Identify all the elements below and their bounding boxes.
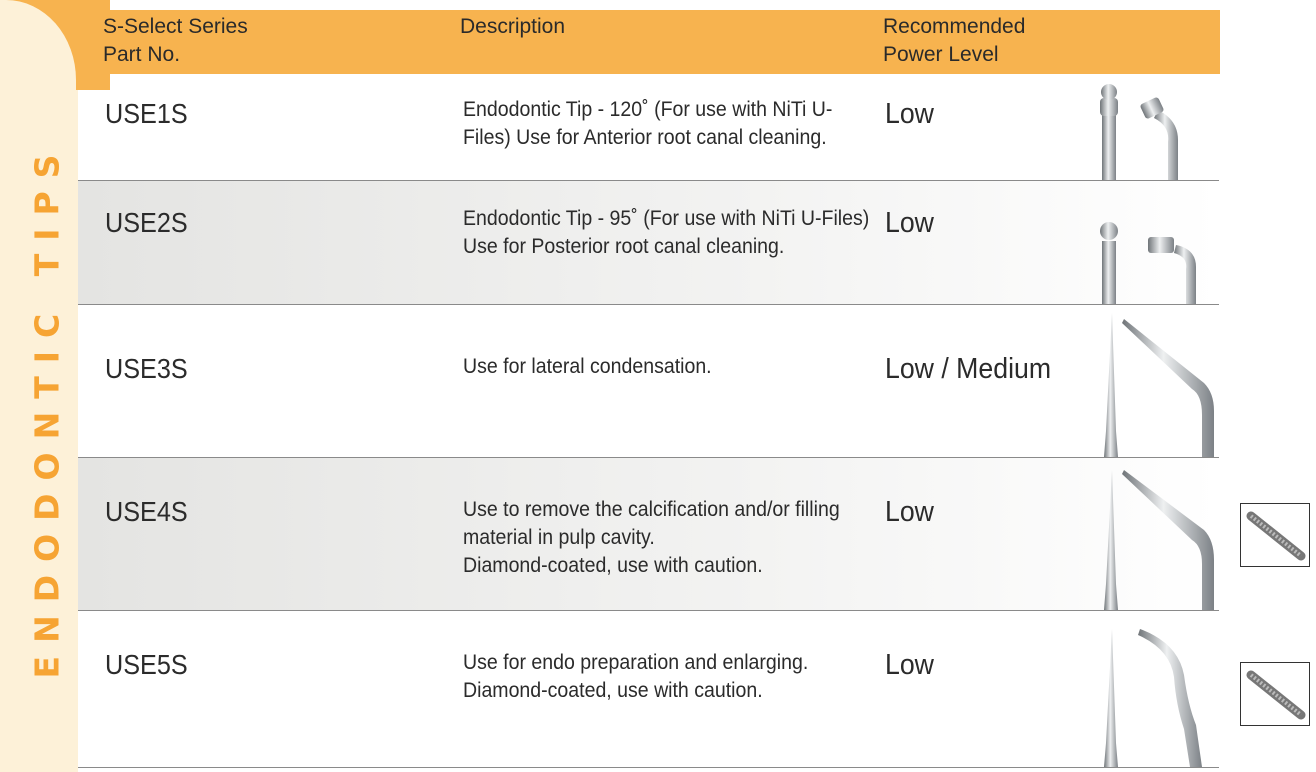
description: Endodontic Tip - 95˚ (For use with NiTi U-Files) Use for Posterior root canal cleaning. xyxy=(463,207,870,258)
description: Use for endo preparation and enlarging. Diamond-coated, use with caution. xyxy=(463,651,809,702)
header-description: Description xyxy=(460,15,566,38)
part-number: USE4S xyxy=(105,496,188,527)
description: Use for lateral condensation. xyxy=(463,355,712,378)
diamond-tip-image xyxy=(1096,625,1236,767)
part-number: USE1S xyxy=(105,98,188,129)
endo-tip-image xyxy=(1096,219,1216,304)
power-level: Low xyxy=(885,649,934,681)
header-part-no: S-Select Series Part No. xyxy=(103,15,248,66)
category-label: ENDODONTIC TIPS xyxy=(27,141,67,679)
endo-tip-image xyxy=(1096,80,1216,180)
table-row xyxy=(78,74,1219,181)
endo-tip-image xyxy=(1096,311,1236,457)
part-number: USE5S xyxy=(105,649,188,680)
diamond-coating-detail xyxy=(1240,662,1310,726)
power-level: Low xyxy=(885,98,934,130)
header-power-level: Recommended Power Level xyxy=(883,15,1026,66)
table-row xyxy=(78,458,1219,611)
table-row xyxy=(78,181,1219,305)
diamond-coating-icon xyxy=(1241,504,1309,566)
part-number: USE3S xyxy=(105,353,188,384)
description: Endodontic Tip - 120˚ (For use with NiTi U-Files) Use for Anterior root canal cleaning. xyxy=(463,98,833,149)
table-row xyxy=(78,305,1219,458)
description: Use to remove the calcification and/or filling material in pulp cavity. Diamond-coated, use with caution. xyxy=(463,498,840,577)
power-level: Low xyxy=(885,496,934,528)
power-level: Low xyxy=(885,207,934,239)
diamond-tip-image xyxy=(1096,466,1236,610)
part-number: USE2S xyxy=(105,207,188,238)
diamond-coating-icon xyxy=(1241,663,1309,725)
diamond-coating-detail xyxy=(1240,503,1310,567)
power-level: Low / Medium xyxy=(885,353,1052,385)
table-row xyxy=(78,611,1219,768)
